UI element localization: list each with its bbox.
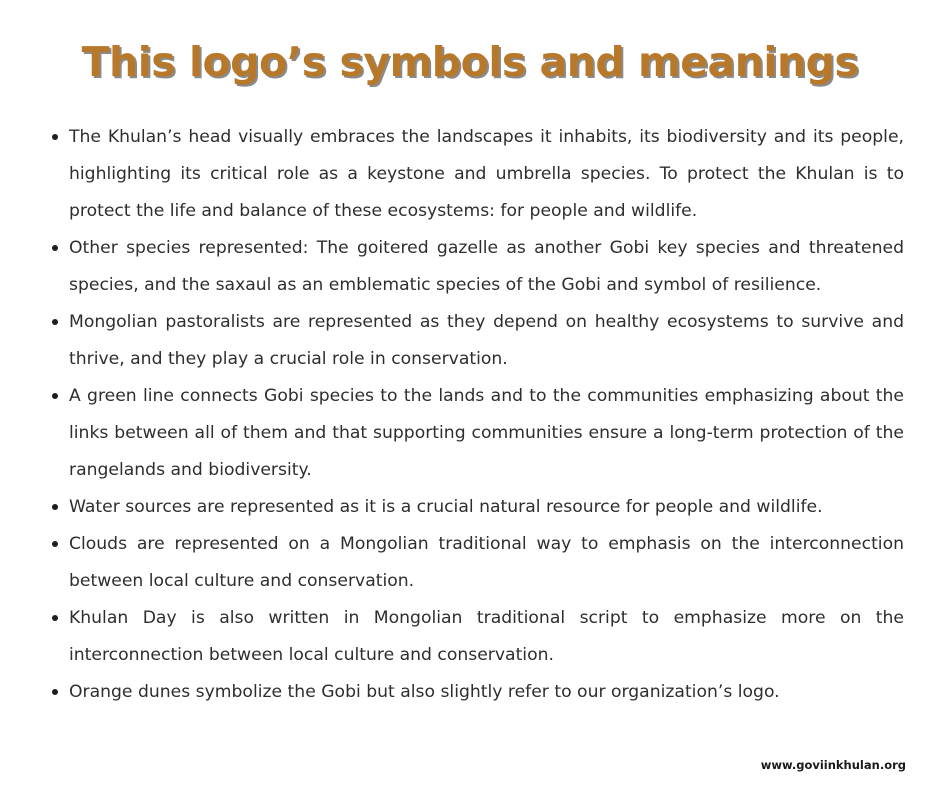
list-item-text: Clouds are represented on a Mongolian traditional way to emphasis on the interconnection between local culture and conservation. — [69, 534, 904, 591]
list-item-text: The Khulan’s head visually embraces the landscapes it inhabits, its biodiversity and its people, highlighting its critical role as a keystone and umbrella species. To protect the Khulan is to protect the life and balance of these ecosystems: for people and wildlife. — [69, 127, 904, 221]
list-item-text: A green line connects Gobi species to the lands and to the communities emphasizing about the links between all of them and that supporting communities ensure a long-term protection of the rangelands and biodiversity. — [69, 386, 904, 480]
list-item — [52, 378, 904, 489]
website-url[interactable]: www.goviinkhulan.org — [760, 758, 906, 772]
list-item — [52, 674, 904, 711]
list-item — [52, 526, 904, 600]
list-item-text: Other species represented: The goitered gazelle as another Gobi key species and threatened species, and the saxaul as an emblematic species of the Gobi and symbol of resilience. — [69, 238, 904, 295]
page-title: This logo’s symbols and meanings — [81, 38, 859, 86]
bullet-dot-icon — [52, 689, 58, 695]
list-item-text: Mongolian pastoralists are represented as they depend on healthy ecosystems to survive and thrive, and they play a crucial role in conservation. — [69, 312, 904, 369]
bullet-dot-icon — [52, 319, 58, 325]
list-item — [52, 489, 904, 526]
list-item-text: Orange dunes symbolize the Gobi but also slightly refer to our organization’s logo. — [69, 682, 780, 702]
list-item-text: Water sources are represented as it is a crucial natural resource for people and wildlife. — [69, 497, 823, 517]
meanings-list — [52, 119, 904, 711]
list-item-text: Khulan Day is also written in Mongolian traditional script to emphasize more on the interconnection between local culture and conservation. — [69, 608, 904, 665]
bullet-dot-icon — [52, 615, 58, 621]
list-item — [52, 600, 904, 674]
bullet-dot-icon — [52, 245, 58, 251]
list-item — [52, 230, 904, 304]
bullet-dot-icon — [52, 541, 58, 547]
bullet-dot-icon — [52, 393, 58, 399]
bullet-dot-icon — [52, 134, 58, 140]
list-item — [52, 119, 904, 230]
list-item — [52, 304, 904, 378]
bullet-dot-icon — [52, 504, 58, 510]
